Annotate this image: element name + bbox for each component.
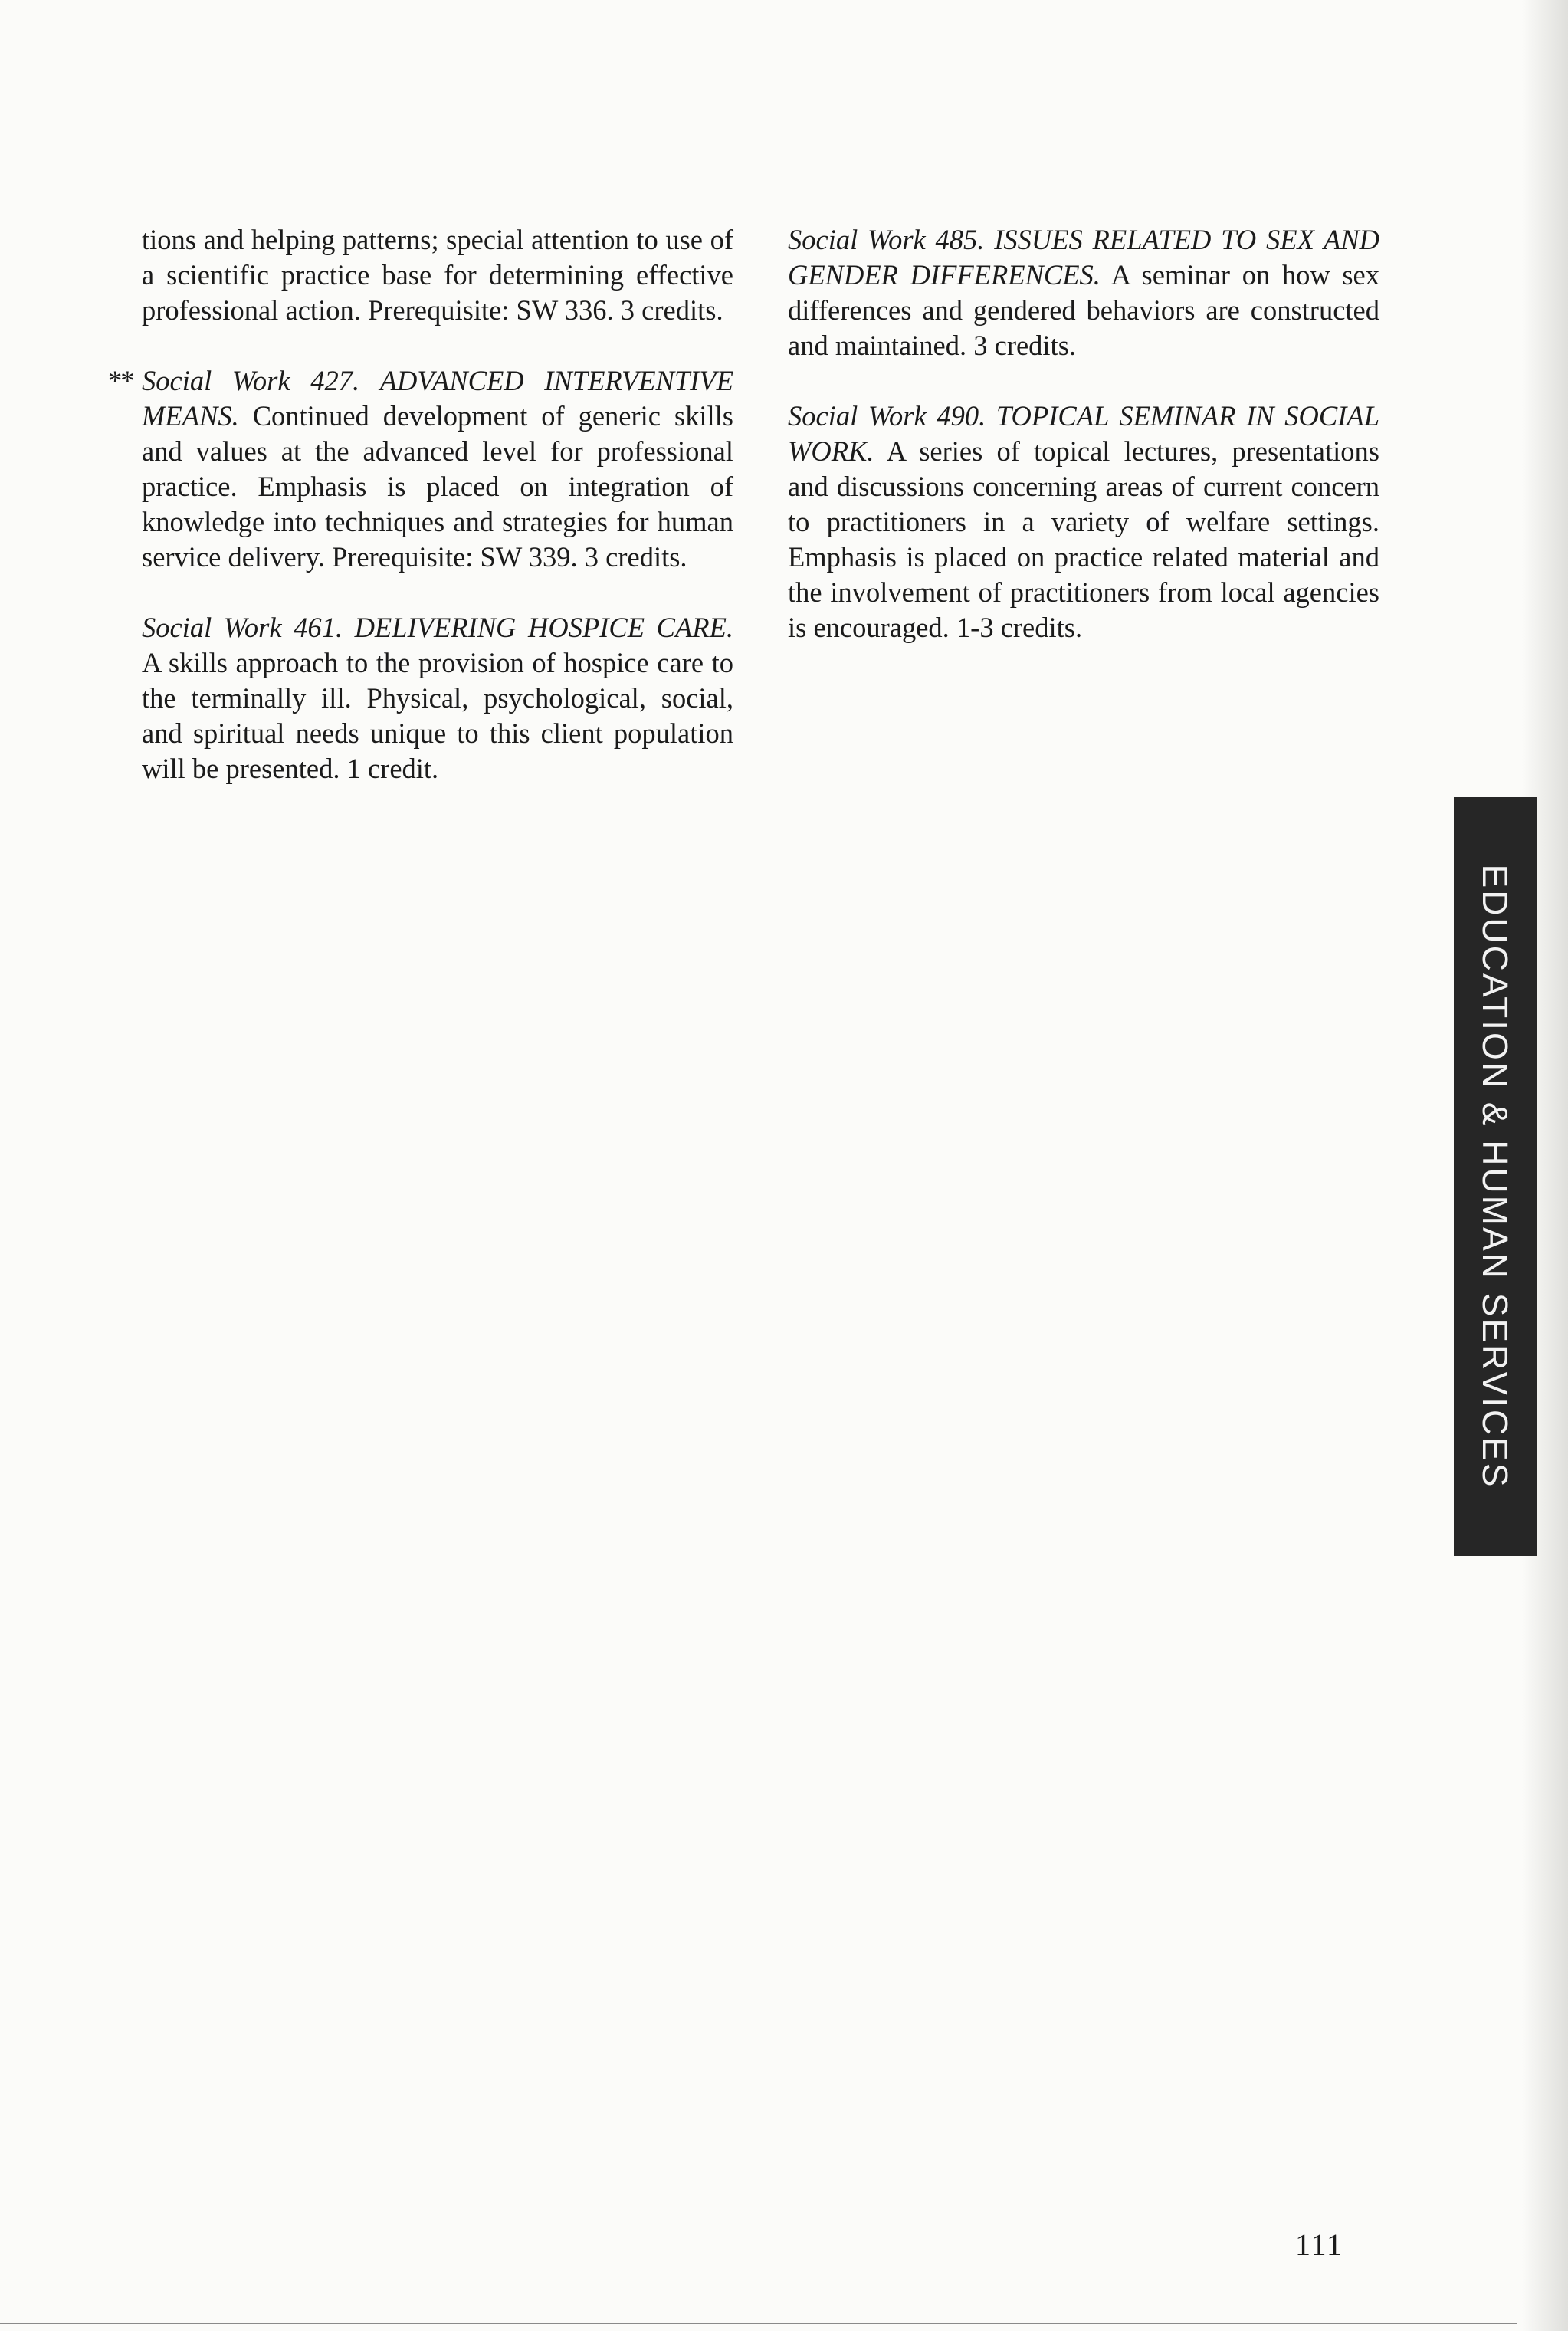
course-title: DELIVERING HOSPICE CARE. bbox=[354, 612, 733, 643]
course-title: TOPICAL SEMINAR IN SOCIAL WORK. bbox=[788, 400, 1379, 467]
course-description: A seminar on how sex differences and gendered behaviors are constructed and maintained. 3 credits. bbox=[788, 259, 1379, 361]
course-continuation bbox=[142, 222, 733, 328]
course-id: Social Work 485. bbox=[788, 224, 985, 255]
course-id: Social Work 461. bbox=[142, 612, 343, 643]
course-id: Social Work 490. bbox=[788, 400, 986, 432]
course-title: ISSUES RELATED TO SEX AND GENDER DIFFERENCES. bbox=[788, 224, 1380, 291]
continuation-text: tions and helping patterns; special attention to use of a scientific practice base for determining effective professional action. Prerequisite: SW 336. 3 credits. bbox=[142, 224, 733, 326]
page-number: 111 bbox=[1295, 2228, 1344, 2262]
course-description: A series of topical lectures, presentations and discussions concerning areas of current concern to practitioners in a variety of welfare settings. Emphasis is placed on practice related material and the involvement of practitioners from local agencies is encouraged. 1-3 credits. bbox=[788, 435, 1379, 643]
course-title: ADVANCED INTERVENTIVE MEANS. bbox=[142, 365, 733, 432]
course-description: Continued development of generic skills and values at the advanced level for professional practice. Emphasis is placed on integration of knowledge into techniques and strategies for human service delivery. Prerequisite: SW 339. 3 credits. bbox=[142, 400, 734, 573]
bottom-rule bbox=[0, 2323, 1517, 2324]
course-entry-sw-485 bbox=[788, 222, 1379, 363]
section-thumb-tab bbox=[1454, 797, 1537, 1556]
course-description: A skills approach to the provision of hospice care to the terminally ill. Physical, psychological, social, and spiritual needs unique to this client population will be presented. 1 credit. bbox=[142, 647, 733, 784]
course-entry-sw-461 bbox=[142, 610, 733, 786]
course-id: Social Work 427. bbox=[142, 365, 360, 396]
section-tab-label: EDUCATION & HUMAN SERVICES bbox=[1475, 864, 1515, 1489]
course-entry-sw-490 bbox=[788, 399, 1379, 645]
new-course-marker: ** bbox=[108, 365, 133, 396]
left-column bbox=[108, 222, 734, 786]
right-column bbox=[788, 222, 1379, 645]
course-entry-sw-427 bbox=[108, 363, 734, 575]
